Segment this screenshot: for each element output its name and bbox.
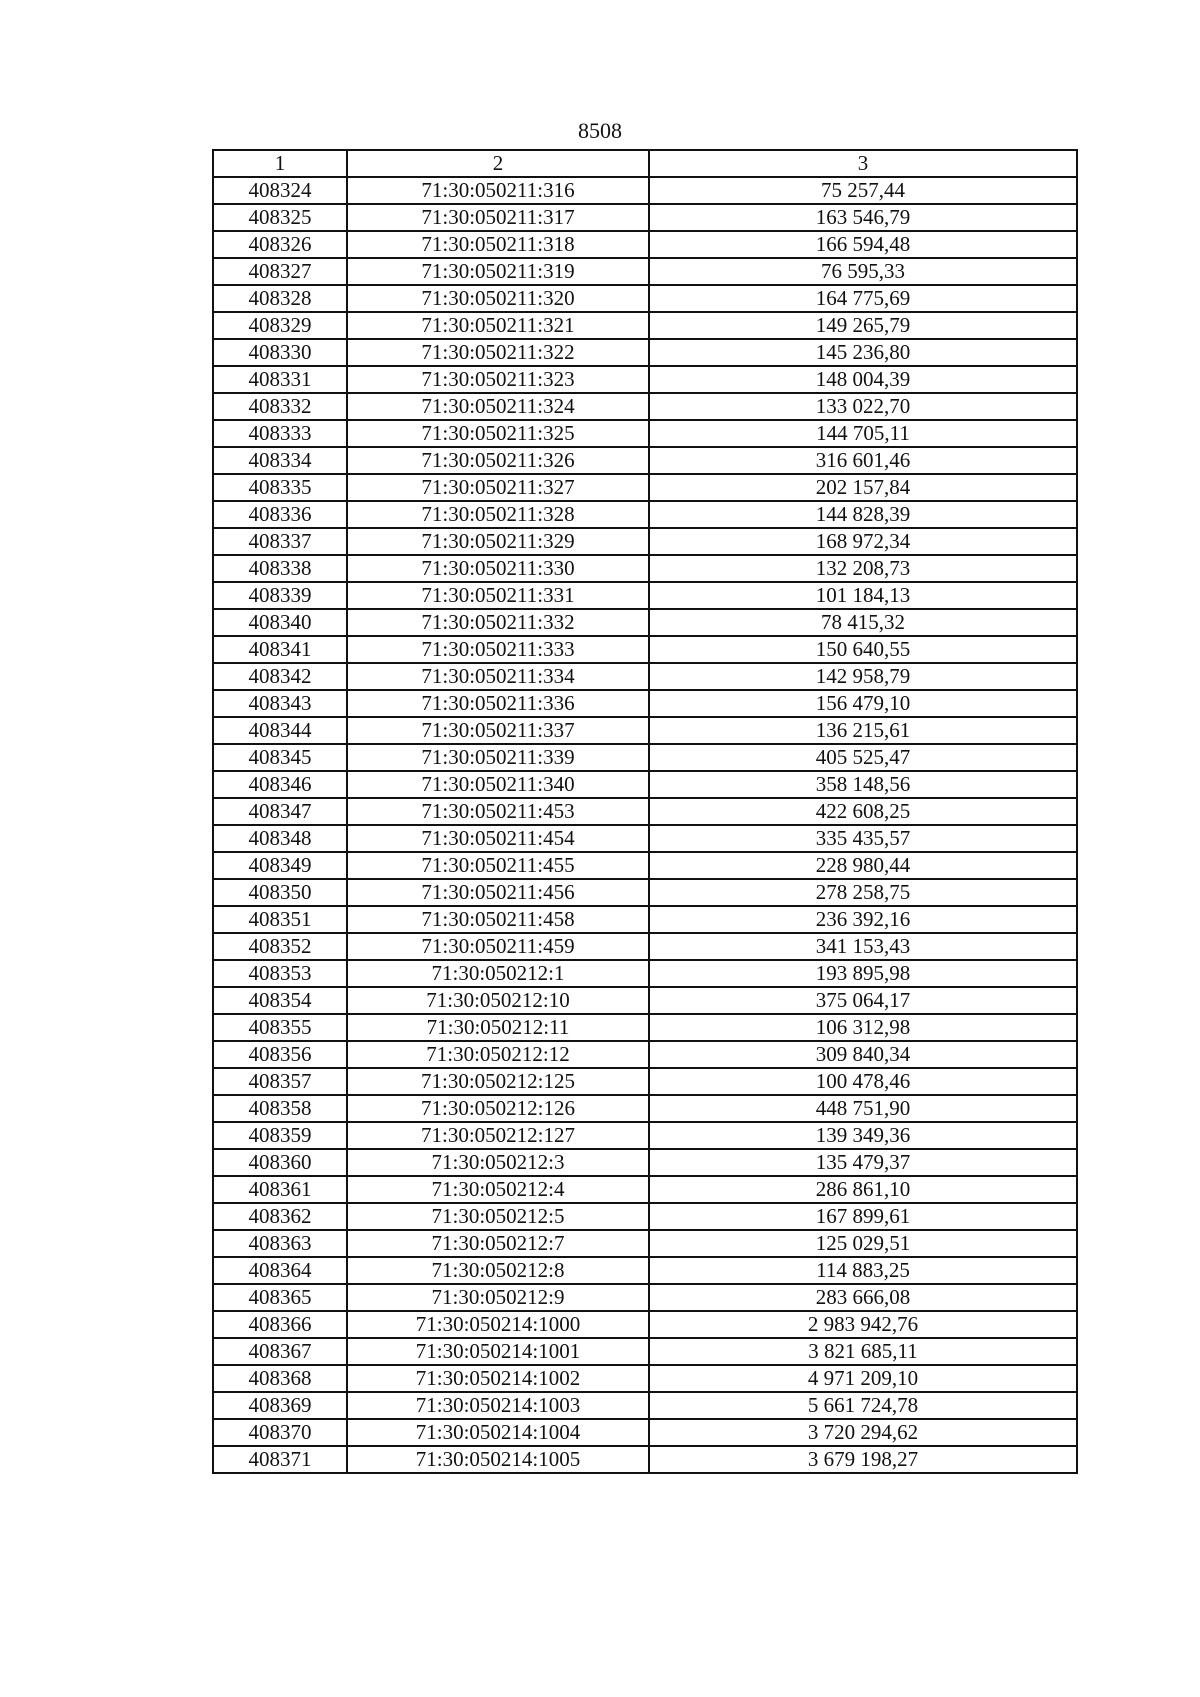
- cadastral-number-cell: 71:30:050211:325: [347, 420, 649, 447]
- cadastral-number-cell: 71:30:050214:1005: [347, 1446, 649, 1473]
- value-cell: 149 265,79: [649, 312, 1077, 339]
- value-cell: 335 435,57: [649, 825, 1077, 852]
- row-number-cell: 408348: [213, 825, 347, 852]
- table-row: [213, 555, 1077, 582]
- table-row: [213, 906, 1077, 933]
- row-number-cell: 408358: [213, 1095, 347, 1122]
- cadastral-number-cell: 71:30:050211:337: [347, 717, 649, 744]
- cadastral-number-cell: 71:30:050211:320: [347, 285, 649, 312]
- cadastral-number-cell: 71:30:050214:1003: [347, 1392, 649, 1419]
- cadastral-number-cell: 71:30:050212:4: [347, 1176, 649, 1203]
- cadastral-number-cell: 71:30:050214:1004: [347, 1419, 649, 1446]
- table-row: [213, 474, 1077, 501]
- table-row: [213, 1311, 1077, 1338]
- table-row: [213, 636, 1077, 663]
- value-cell: 278 258,75: [649, 879, 1077, 906]
- table-row: [213, 204, 1077, 231]
- table-row: [213, 663, 1077, 690]
- table-row: [213, 1149, 1077, 1176]
- value-cell: 76 595,33: [649, 258, 1077, 285]
- table-row: [213, 1230, 1077, 1257]
- value-cell: 164 775,69: [649, 285, 1077, 312]
- row-number-cell: 408366: [213, 1311, 347, 1338]
- row-number-cell: 408338: [213, 555, 347, 582]
- value-cell: 193 895,98: [649, 960, 1077, 987]
- value-cell: 163 546,79: [649, 204, 1077, 231]
- table-row: [213, 582, 1077, 609]
- row-number-cell: 408369: [213, 1392, 347, 1419]
- cadastral-number-cell: 71:30:050211:456: [347, 879, 649, 906]
- value-cell: 3 720 294,62: [649, 1419, 1077, 1446]
- cadastral-number-cell: 71:30:050214:1000: [347, 1311, 649, 1338]
- value-cell: 101 184,13: [649, 582, 1077, 609]
- row-number-cell: 408340: [213, 609, 347, 636]
- value-cell: 132 208,73: [649, 555, 1077, 582]
- table-row: [213, 1338, 1077, 1365]
- table-row: [213, 1419, 1077, 1446]
- table-row: [213, 987, 1077, 1014]
- row-number-cell: 408342: [213, 663, 347, 690]
- cadastral-number-cell: 71:30:050211:458: [347, 906, 649, 933]
- cadastral-number-cell: 71:30:050211:340: [347, 771, 649, 798]
- table-row: [213, 852, 1077, 879]
- table-row: [213, 717, 1077, 744]
- table-row: [213, 825, 1077, 852]
- row-number-cell: 408359: [213, 1122, 347, 1149]
- value-cell: 309 840,34: [649, 1041, 1077, 1068]
- value-cell: 75 257,44: [649, 177, 1077, 204]
- cadastral-number-cell: 71:30:050212:12: [347, 1041, 649, 1068]
- cadastral-number-cell: 71:30:050212:3: [347, 1149, 649, 1176]
- row-number-cell: 408330: [213, 339, 347, 366]
- cadastral-number-cell: 71:30:050212:1: [347, 960, 649, 987]
- row-number-cell: 408334: [213, 447, 347, 474]
- value-cell: 148 004,39: [649, 366, 1077, 393]
- table-row: [213, 1014, 1077, 1041]
- row-number-cell: 408349: [213, 852, 347, 879]
- table-row: [213, 1068, 1077, 1095]
- row-number-cell: 408328: [213, 285, 347, 312]
- table-row: [213, 744, 1077, 771]
- value-cell: 133 022,70: [649, 393, 1077, 420]
- table-row: [213, 879, 1077, 906]
- row-number-cell: 408327: [213, 258, 347, 285]
- column-header-3: 3: [649, 150, 1077, 177]
- row-number-cell: 408347: [213, 798, 347, 825]
- table-body: [213, 177, 1077, 1473]
- row-number-cell: 408365: [213, 1284, 347, 1311]
- value-cell: 448 751,90: [649, 1095, 1077, 1122]
- table-row: [213, 1392, 1077, 1419]
- table-row: [213, 798, 1077, 825]
- value-cell: 358 148,56: [649, 771, 1077, 798]
- table-row: [213, 609, 1077, 636]
- cadastral-number-cell: 71:30:050211:330: [347, 555, 649, 582]
- table-row: [213, 1176, 1077, 1203]
- value-cell: 2 983 942,76: [649, 1311, 1077, 1338]
- cadastral-number-cell: 71:30:050211:328: [347, 501, 649, 528]
- cadastral-number-cell: 71:30:050211:323: [347, 366, 649, 393]
- table-row: [213, 528, 1077, 555]
- value-cell: 228 980,44: [649, 852, 1077, 879]
- cadastral-number-cell: 71:30:050211:333: [347, 636, 649, 663]
- value-cell: 283 666,08: [649, 1284, 1077, 1311]
- row-number-cell: 408368: [213, 1365, 347, 1392]
- row-number-cell: 408341: [213, 636, 347, 663]
- table-row: [213, 393, 1077, 420]
- table-row: [213, 501, 1077, 528]
- table-row: [213, 1041, 1077, 1068]
- cadastral-number-cell: 71:30:050211:455: [347, 852, 649, 879]
- value-cell: 375 064,17: [649, 987, 1077, 1014]
- value-cell: 114 883,25: [649, 1257, 1077, 1284]
- table-row: [213, 420, 1077, 447]
- value-cell: 156 479,10: [649, 690, 1077, 717]
- row-number-cell: 408344: [213, 717, 347, 744]
- value-cell: 145 236,80: [649, 339, 1077, 366]
- row-number-cell: 408343: [213, 690, 347, 717]
- cadastral-number-cell: 71:30:050211:454: [347, 825, 649, 852]
- value-cell: 3 679 198,27: [649, 1446, 1077, 1473]
- row-number-cell: 408367: [213, 1338, 347, 1365]
- cadastral-number-cell: 71:30:050214:1001: [347, 1338, 649, 1365]
- table-row: [213, 960, 1077, 987]
- cadastral-number-cell: 71:30:050211:322: [347, 339, 649, 366]
- cadastral-number-cell: 71:30:050211:331: [347, 582, 649, 609]
- row-number-cell: 408346: [213, 771, 347, 798]
- value-cell: 236 392,16: [649, 906, 1077, 933]
- cadastral-number-cell: 71:30:050212:126: [347, 1095, 649, 1122]
- table-row: [213, 933, 1077, 960]
- cadastral-number-cell: 71:30:050212:11: [347, 1014, 649, 1041]
- cadastral-number-cell: 71:30:050212:7: [347, 1230, 649, 1257]
- value-cell: 125 029,51: [649, 1230, 1077, 1257]
- row-number-cell: 408363: [213, 1230, 347, 1257]
- row-number-cell: 408332: [213, 393, 347, 420]
- cadastral-number-cell: 71:30:050211:326: [347, 447, 649, 474]
- row-number-cell: 408333: [213, 420, 347, 447]
- value-cell: 150 640,55: [649, 636, 1077, 663]
- table-row: [213, 1095, 1077, 1122]
- cadastral-number-cell: 71:30:050214:1002: [347, 1365, 649, 1392]
- cadastral-number-cell: 71:30:050211:329: [347, 528, 649, 555]
- row-number-cell: 408326: [213, 231, 347, 258]
- column-header-1: 1: [213, 150, 347, 177]
- table-row: [213, 690, 1077, 717]
- cadastral-number-cell: 71:30:050212:8: [347, 1257, 649, 1284]
- page-number: 8508: [578, 118, 622, 143]
- table-row: [213, 258, 1077, 285]
- cadastral-number-cell: 71:30:050211:339: [347, 744, 649, 771]
- row-number-cell: 408331: [213, 366, 347, 393]
- row-number-cell: 408356: [213, 1041, 347, 1068]
- row-number-cell: 408354: [213, 987, 347, 1014]
- cadastral-number-cell: 71:30:050212:127: [347, 1122, 649, 1149]
- table-row: [213, 1203, 1077, 1230]
- table-row: [213, 366, 1077, 393]
- header-row: [213, 150, 1077, 177]
- cadastral-number-cell: 71:30:050211:321: [347, 312, 649, 339]
- table-row: [213, 1284, 1077, 1311]
- value-cell: 136 215,61: [649, 717, 1077, 744]
- value-cell: 168 972,34: [649, 528, 1077, 555]
- cadastral-number-cell: 71:30:050211:316: [347, 177, 649, 204]
- cadastral-number-cell: 71:30:050211:336: [347, 690, 649, 717]
- row-number-cell: 408370: [213, 1419, 347, 1446]
- row-number-cell: 408364: [213, 1257, 347, 1284]
- value-cell: 142 958,79: [649, 663, 1077, 690]
- table-header: [213, 150, 1077, 177]
- table-row: [213, 1446, 1077, 1473]
- table-row: [213, 1122, 1077, 1149]
- table-row: [213, 177, 1077, 204]
- row-number-cell: 408361: [213, 1176, 347, 1203]
- value-cell: 3 821 685,11: [649, 1338, 1077, 1365]
- row-number-cell: 408357: [213, 1068, 347, 1095]
- data-table: [212, 149, 1078, 1474]
- cadastral-number-cell: 71:30:050211:327: [347, 474, 649, 501]
- cadastral-number-cell: 71:30:050211:319: [347, 258, 649, 285]
- value-cell: 167 899,61: [649, 1203, 1077, 1230]
- value-cell: 422 608,25: [649, 798, 1077, 825]
- value-cell: 405 525,47: [649, 744, 1077, 771]
- value-cell: 341 153,43: [649, 933, 1077, 960]
- cadastral-number-cell: 71:30:050212:9: [347, 1284, 649, 1311]
- value-cell: 316 601,46: [649, 447, 1077, 474]
- value-cell: 78 415,32: [649, 609, 1077, 636]
- row-number-cell: 408339: [213, 582, 347, 609]
- value-cell: 139 349,36: [649, 1122, 1077, 1149]
- table-row: [213, 1257, 1077, 1284]
- row-number-cell: 408345: [213, 744, 347, 771]
- cadastral-number-cell: 71:30:050211:317: [347, 204, 649, 231]
- row-number-cell: 408351: [213, 906, 347, 933]
- value-cell: 4 971 209,10: [649, 1365, 1077, 1392]
- cadastral-number-cell: 71:30:050212:125: [347, 1068, 649, 1095]
- row-number-cell: 408371: [213, 1446, 347, 1473]
- row-number-cell: 408329: [213, 312, 347, 339]
- table-row: [213, 285, 1077, 312]
- value-cell: 135 479,37: [649, 1149, 1077, 1176]
- row-number-cell: 408353: [213, 960, 347, 987]
- table-row: [213, 231, 1077, 258]
- value-cell: 286 861,10: [649, 1176, 1077, 1203]
- column-header-2: 2: [347, 150, 649, 177]
- row-number-cell: 408355: [213, 1014, 347, 1041]
- row-number-cell: 408337: [213, 528, 347, 555]
- value-cell: 166 594,48: [649, 231, 1077, 258]
- value-cell: 202 157,84: [649, 474, 1077, 501]
- value-cell: 144 705,11: [649, 420, 1077, 447]
- cadastral-number-cell: 71:30:050211:332: [347, 609, 649, 636]
- row-number-cell: 408352: [213, 933, 347, 960]
- cadastral-number-cell: 71:30:050211:324: [347, 393, 649, 420]
- cadastral-number-cell: 71:30:050212:5: [347, 1203, 649, 1230]
- row-number-cell: 408336: [213, 501, 347, 528]
- value-cell: 5 661 724,78: [649, 1392, 1077, 1419]
- row-number-cell: 408325: [213, 204, 347, 231]
- row-number-cell: 408335: [213, 474, 347, 501]
- table-row: [213, 771, 1077, 798]
- row-number-cell: 408362: [213, 1203, 347, 1230]
- table-row: [213, 312, 1077, 339]
- row-number-cell: 408350: [213, 879, 347, 906]
- value-cell: 144 828,39: [649, 501, 1077, 528]
- cadastral-number-cell: 71:30:050211:453: [347, 798, 649, 825]
- value-cell: 100 478,46: [649, 1068, 1077, 1095]
- row-number-cell: 408360: [213, 1149, 347, 1176]
- value-cell: 106 312,98: [649, 1014, 1077, 1041]
- table-row: [213, 339, 1077, 366]
- cadastral-number-cell: 71:30:050212:10: [347, 987, 649, 1014]
- cadastral-number-cell: 71:30:050211:318: [347, 231, 649, 258]
- cadastral-number-cell: 71:30:050211:334: [347, 663, 649, 690]
- table-row: [213, 1365, 1077, 1392]
- cadastral-number-cell: 71:30:050211:459: [347, 933, 649, 960]
- table-row: [213, 447, 1077, 474]
- row-number-cell: 408324: [213, 177, 347, 204]
